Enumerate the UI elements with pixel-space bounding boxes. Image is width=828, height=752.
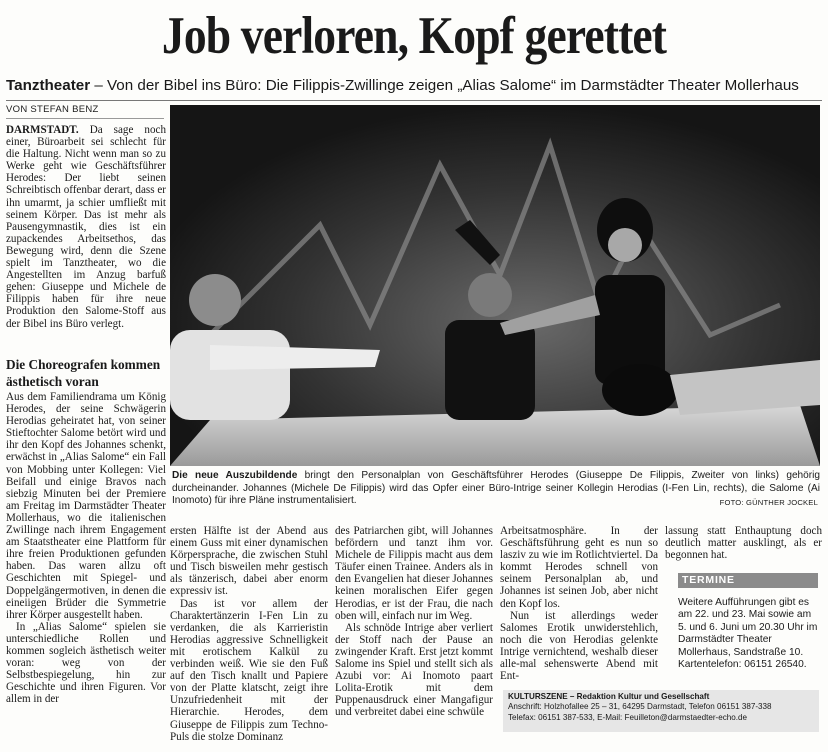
column-1-body	[6, 391, 166, 705]
paragraph: Nun ist allerdings weder Salomes Erotik unwiderstehlich, noch die von Herodias gelenkte Intrige vernichtend, weshalb dieser alle-mal sehenswerte Abend mit Ent-	[500, 609, 658, 683]
byline-rule	[6, 118, 164, 119]
paragraph: Arbeitsatmosphäre. In der Geschäftsführung geht es nun so lasziv zu wie im Rotlichtviertel. Da kommt Herodes schnell von seinem Personalplan ab, und Johannes ist seinen Job, aber nicht den Kopf los.	[500, 525, 658, 610]
section-subhead: Die Choreografen kommen ästhetisch voran	[6, 357, 161, 389]
paragraph: Als schnöde Intrige aber verliert der Stoff nach der Pause an zwingender Kraft. Erst jetzt kommt Salome ins Spiel und stellt sich als Azubi vor: Ai Inomoto paart Lolita-Erotik mit dem Puppenausdruck einer Mangafigur und verbreitet dabei eine schwüle	[335, 621, 493, 719]
imprint-title: KULTURSZENE – Redaktion Kultur und Gesellschaft	[508, 692, 710, 701]
paragraph: ersten Hälfte ist der Abend aus einem Guss mit einer dynamischen Körpersprache, die zwischen Stuhl und Tisch bisweilen mehr gestisch als tänzerisch, dabei aber enorm expressiv ist.	[170, 525, 328, 598]
intro-paragraph: Da sage noch einer, Büroarbeit sei schlecht für die Haltung. Nicht wenn man so zu Werke geht wie Geschäftsführer Herodes: Der liebt seinen Schreibtisch offenbar derart, dass er ihn umarmt, ja schier umfließt mit seinem Körper. Das ist mehr als Pausengymnastik, dies ist ein zupackendes Arbeitsethos, das Bewegung wird, denn die Szene spielt im Tanztheater, wo die Angestellten im Anzug barfuß gehen: Giuseppe und Michele de Filippis haben für ihre neue Produktion den Salome-Stoff aus der Bibel ins Büro verlegt.	[6, 124, 166, 330]
photo-credit: FOTO: GÜNTHER JOCKEL	[719, 498, 818, 507]
column-5	[665, 525, 822, 561]
imprint-contact: Telefax: 06151 387-533, E-Mail: Feuilleton@darmstaedter-echo.de	[508, 712, 748, 722]
paragraph: Das ist vor allem der Charaktertänzerin I-Fen Lin zu verdanken, die als Karrieristin Herodias aggressive Schnelligkeit mit erotischem Kalkül zu verbinden weiß. Wie sie den Fuß auf den Tisch knallt und Papiere von der Platte klatscht, zeigt ihre Unzufriedenheit mit der Hierarchie. Herodes, dem Giuseppe de Filippis zum Techno-Puls die stolze Dominanz	[170, 597, 328, 743]
paragraph: lassung statt Enthauptung doch deutlich matter ausklingt, als er begonnen hat.	[665, 525, 822, 562]
imprint-address: Anschrift: Holzhofallee 25 – 31, 64295 Darmstadt, Telefon 06151 387-338	[508, 702, 772, 712]
paragraph: Aus dem Familiendrama um König Herodes, der seine Schwägerin Herodias geheiratet hat, von seiner Stieftochter Salome betört wird und ihr den Kopf des Johannes schenkt, erwächst in „Alias Salome“ ein Fall von Mobbing unter Kollegen: Viel Beifall und einige Bravos nach siebzig Minuten bei der Premiere am Freitag im Darmstädter Theater Mollerhaus, wo die italienischen Zwillinge nach ihrem Engagement am Staatstheater eine Plattform für ihre freien Produktionen gefunden haben. Das waren allzu oft Geschichten mit Spiegel- und Doppelgängermotiven, in denen die eineiigen Brüder die Symmetrie ihrer Körper ausgestellt haben.	[6, 391, 166, 621]
termine-text: Weitere Aufführungen gibt es am 22. und 23. Mai sowie am 5. und 6. Juni um 20.30 Uhr im Darmstädter Theater Mollerhaus, Sandstraße 10. Kartentelefon: 06151 26540.	[678, 597, 818, 671]
paragraph: In „Alias Salome“ spielen sie unterschiedliche Rollen und kommen sogleich ästhetisch weiter voran: weg von der Selbstbespiegelung, hin zur Geschichte und ihren Figuren. Vor allem in der	[6, 620, 166, 706]
column-1-intro	[6, 124, 166, 330]
imprint-box	[503, 690, 819, 732]
kicker-dash: –	[90, 77, 107, 94]
paragraph: des Patriarchen gibt, will Johannes befördern und tanzt ihm vor. Michele de Filippis macht aus dem Täufer einen Trainee. Anders als in den Evangelien hat dieser Johannes keinen moralischen Eifer gegen Herodias, er ist der Frau, die nach oben will, einfach nur im Weg.	[335, 525, 493, 622]
caption-text: bringt den Personalplan von Geschäftsführer Herodes (Giuseppe De Filippis, Zweiter von links) gehörig durcheinander. Johannes (Michele De Filippis) wird das Opfer einer Büro-Intrige seiner Kollegin Herodias (I-Fen Lin, rechts), die Salome (Ai Inomoto) für ihre Pläne instrumentalisiert.	[172, 470, 820, 507]
dateline: DARMSTADT.	[6, 124, 79, 136]
subheadline-line	[6, 76, 826, 96]
stage-photo-illustration	[170, 105, 820, 466]
byline: VON STEFAN BENZ	[6, 104, 99, 115]
stage-photo	[170, 105, 820, 466]
column-2	[170, 525, 328, 743]
column-3	[335, 525, 493, 719]
termine-label: TERMINE	[678, 573, 818, 588]
column-4	[500, 525, 658, 682]
caption-title: Die neue Auszubildende	[172, 470, 298, 481]
top-rule	[6, 100, 822, 101]
headline: Job verloren, Kopf gerettet	[161, 7, 667, 65]
kicker: Tanztheater	[6, 77, 91, 94]
subheadline: Von der Bibel ins Büro: Die Filippis-Zwillinge zeigen „Alias Salome“ im Darmstädter Theater Mollerhaus	[107, 77, 799, 94]
